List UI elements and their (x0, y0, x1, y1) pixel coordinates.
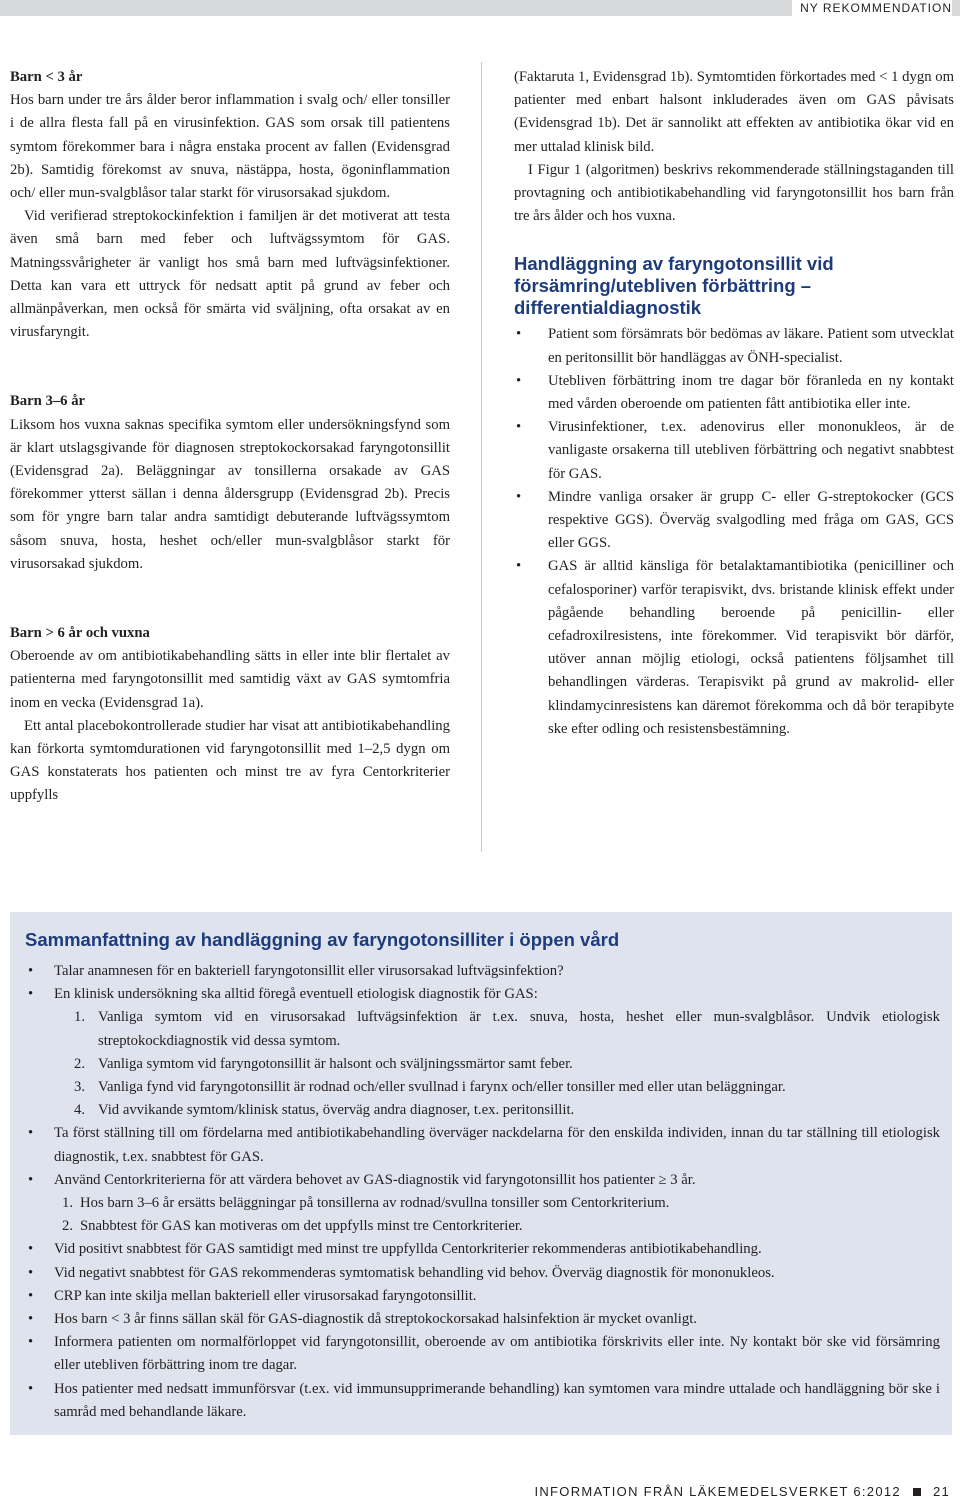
heading-barn-3-6: Barn 3–6 år (10, 393, 86, 410)
page-footer (534, 1483, 950, 1501)
numbered-item: 4. Vid avvikande symtom/klinisk status, överväg andra diagnoser, t.ex. peritonsillit. (74, 1102, 575, 1119)
left-column (10, 66, 450, 808)
numbered-item: 2. Vanliga symtom vid faryngotonsillit är halsont och sväljningssmärtor samt feber. (74, 1055, 573, 1072)
list-item: • Hos patienter med nedsatt immunförsvar (t.ex. vid immunsupprimerande behandling) kan symtomen vara mindre uttalade och handläggning bör ske i samråd med behandlande läkare. (28, 1378, 940, 1424)
heading-barn-over-6: Barn > 6 år och vuxna (10, 625, 150, 642)
paragraph: Hos barn under tre års ålder beror inflammation i svalg och/ eller tonsiller i de allra flesta fall på en virusinfektion. GAS som orsak till patientens symtom förekommer bara i några enstaka procent av fallen (Evidensgrad 2b). Samtidig förekomst av snuva, nästäppa, hosta, ögoninflammation och/ eller mun-svalgblåsor talar starkt för virusorsakad sjukdom. (10, 92, 450, 202)
publication-name: INFORMATION FRÅN LÄKEMEDELSVERKET 6:2012 (534, 1484, 901, 1499)
list-item: • Ta först ställning till om fördelarna med antibiotikabehandling överväger nackdelarna för den enskilda individen, innan du tar ställning till etiologisk diagnostik, t.ex. snabbtest för GAS. (28, 1122, 940, 1168)
numbered-item: 1. Hos barn 3–6 år ersätts beläggningar på tonsillerna av rodnad/svullna tonsiller som Centorkriterium. (62, 1195, 670, 1212)
paragraph: Ett antal placebokontrollerade studier har visat att antibiotikabehandling kan förkorta symtomdurationen vid faryngotonsillit med 1–2,5 dygn om GAS konstaterats hos patienten och minst tre av fyra Centorkriterier uppfylls (10, 717, 450, 804)
numbered-item: 3. Vanliga fynd vid faryngotonsillit är rodnad och/eller svullnad i farynx och/eller tonsiller med eller utan beläggningar. (74, 1079, 786, 1096)
list-item: • Utebliven förbättring inom tre dagar bör föranleda en ny kontakt med vården oberoende om patienten fått antibiotika eller inte. (514, 370, 954, 416)
list-item: • Mindre vanliga orsaker är grupp C- eller G-streptokocker (GCS respektive GGS). Överväg svalgodling med fråga om GAS, GCS eller GGS. (514, 486, 954, 556)
list-item: • CRP kan inte skilja mellan bakteriell eller virusorsakad faryngotonsillit. (28, 1285, 940, 1308)
list-item: • Talar anamnesen för en bakteriell faryngotonsillit eller virusorsakad luftvägsinfektion? (28, 960, 940, 983)
list-item: • Informera patienten om normalförloppet vid faryngotonsillit, oberoende av om antibiotika förskrivits eller inte. Ny kontakt bör ske vid försämring eller utebliven förbättring inom tre dagar. (28, 1331, 940, 1377)
paragraph: Oberoende av om antibiotikabehandling sätts in eller inte blir flertalet av patienterna med faryngotonsillit med samtidig växt av GAS symtomfria inom en vecka (Evidensgrad 1a). (10, 648, 450, 711)
column-divider (481, 62, 482, 852)
numbered-item: 1. Vanliga symtom vid en virusorsakad luftvägsinfektion är t.ex. snuva, hosta, heshet eller mun-svalgblåsor. Undvik etiologisk streptokockdiagnostik vid dessa symtom. (74, 1009, 940, 1049)
list-item: • Använd Centorkriterierna för att värdera behovet av GAS-diagnostik vid faryngotonsillit hos patienter ≥ 3 år. (28, 1169, 940, 1192)
list-item: • GAS är alltid känsliga för betalaktamantibiotika (penicilliner och cefalosporiner) varför terapisvikt, dvs. bristande klinisk effekt under pågående behandling beroende på penicillin- eller cefadroxilresistens, inte förekommer. Vid terapisvikt bör därför, utöver annan möjlig etiologi, också patientens följsamhet till behandlingen värderas. Terapisvikt på grund av makrolid- eller klindamycinresistens kan däremot förekomma och då bör terapibyte ske efter odling och resistensbestämning. (514, 555, 954, 741)
list-item: • Vid negativt snabbtest för GAS rekommenderas symtomatisk behandling vid behov. Överväg diagnostik för mononukleos. (28, 1262, 940, 1285)
summary-box (10, 912, 952, 1435)
right-column (514, 66, 954, 741)
list-item: • Vid positivt snabbtest för GAS samtidigt med minst tre uppfyllda Centorkriterier rekommenderas antibiotikabehandling. (28, 1238, 940, 1261)
bullet-list (514, 323, 954, 741)
paragraph: Liksom hos vuxna saknas specifika symtom eller undersökningsfynd som är klart utslagsgivande för diagnosen streptokockorsakad faryngotonsillit (Evidensgrad 2a). Beläggningar av tonsillerna orsakade av GAS förekommer ytterst sällan i denna åldersgrupp (Evidensgrad 2b). Precis som för yngre barn talar andra samtidigt debuterande luftvägssymtom såsom snuva, hosta, heshet och/eller mun-svalgblåsor starkt för virusorsakad sjukdom. (10, 416, 450, 572)
list-item: • En klinisk undersökning ska alltid föregå eventuell etiologisk diagnostik för GAS: (28, 983, 940, 1006)
paragraph: (Faktaruta 1, Evidensgrad 1b). Symtomtiden förkortades med < 1 dygn om patienter med enbart halsont inkluderades även om GAS påvisats (Evidensgrad 1b). Det är sannolikt att effekten av antibiotika ökar vid en mer uttalad klinisk bild. (514, 69, 954, 155)
numbered-item: 2. Snabbtest för GAS kan motiveras om det uppfylls minst tre Centorkriterier. (62, 1218, 523, 1235)
list-item: • Hos barn < 3 år finns sällan skäl för GAS-diagnostik då streptokockorsakad halsinfektion är mycket ovanligt. (28, 1308, 940, 1331)
numbered-list (28, 1006, 940, 1122)
paragraph: I Figur 1 (algoritmen) beskrivs rekommenderade ställningstaganden till provtagning och antibiotikabehandling vid faryngotonsillit hos barn från tre års ålder och hos vuxna. (514, 161, 954, 225)
numbered-list (28, 1192, 940, 1238)
section-heading-differentialdiagnostik: Handläggning av faryngotonsillit vid försämring/utebliven förbättring – differentialdiagnostik (514, 253, 834, 319)
summary-title: Sammanfattning av handläggning av faryngotonsilliter i öppen vård (25, 929, 620, 950)
section-label: NY REKOMMENDATION (792, 0, 952, 16)
page-number: 21 (932, 1484, 950, 1499)
separator-square-icon (913, 1488, 921, 1496)
list-item: • Patient som försämrats bör bedömas av läkare. Patient som utvecklat en peritonsillit bör handläggas av ÖNH-specialist. (514, 323, 954, 369)
list-item: • Virusinfektioner, t.ex. adenovirus eller mononukleos, är de vanligaste orsakerna till utebliven förbättring och negativt snabbtest för GAS. (514, 416, 954, 486)
heading-barn-under-3: Barn < 3 år (10, 69, 83, 85)
header-bar (0, 0, 960, 16)
paragraph: Vid verifierad streptokockinfektion i familjen är det motiverat att testa även små barn med feber och luftvägssymtom för GAS. Matningssvårigheter är vanligt hos små barn med luftvägsinfektioner. Detta kan vara ett uttryck för nedsatt aptit på grund av feber och allmänpåverkan, men också för smärta vid sväljning, ofta orsakat av en virusfaryngit. (10, 208, 450, 341)
